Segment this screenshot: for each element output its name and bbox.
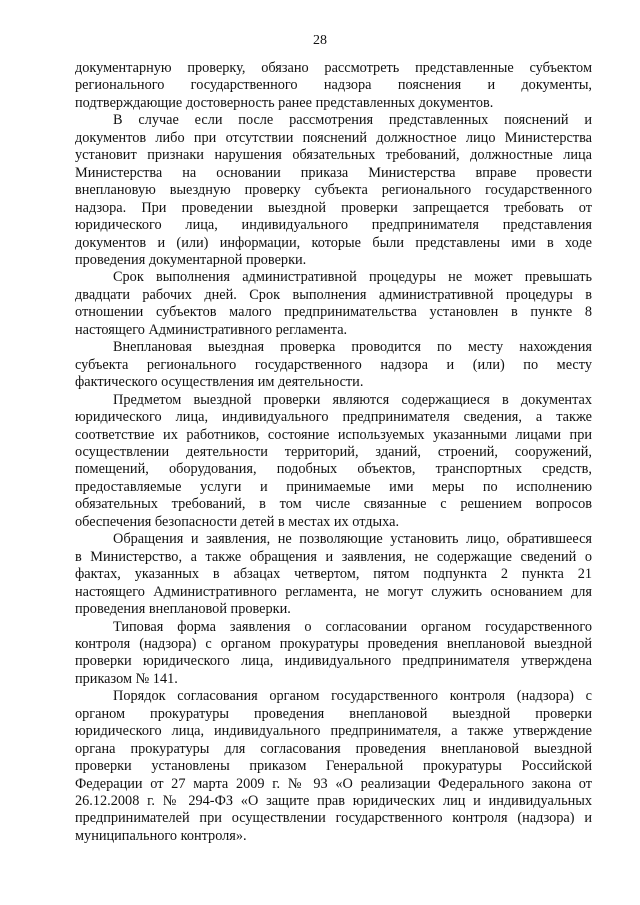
paragraph	[75, 619, 592, 689]
paragraph	[75, 60, 592, 112]
text-line: юридического лица, индивидуального предпринимателя представления	[75, 217, 592, 234]
document-body	[75, 60, 592, 845]
page-number: 28	[313, 33, 327, 48]
text-line: документов либо при отсутствии пояснений должностное лицо Министерства	[75, 129, 592, 146]
text-line: предпринимателей при осуществлении государственного контроля (надзора) и	[75, 810, 592, 827]
text-line: Срок выполнения административной процедуры не может превышать	[113, 269, 592, 286]
text-line: настоящего Административного регламента, не могут служить основанием для	[75, 583, 592, 600]
paragraph	[75, 112, 592, 269]
text-line: документарную проверку, обязано рассмотреть представленные субъектом	[75, 60, 592, 76]
text-line: Федерации от 27 марта 2009 г. № 93 «О реализации Федерального закона от	[75, 775, 592, 792]
text-line: приказом № 141.	[75, 670, 178, 687]
text-line: Порядок согласования органом государственного контроля (надзора) с	[113, 688, 592, 705]
text-line: проведения внеплановой проверки.	[75, 601, 291, 618]
text-line: внеплановую выездную проверку субъекта регионального государственного	[75, 182, 592, 199]
text-line: обеспечения безопасности детей в местах их отдыха.	[75, 513, 400, 530]
text-line: юридического лица, индивидуального предпринимателя, а также утверждение	[75, 723, 592, 740]
text-line: юридического лица, индивидуального предпринимателя сведения, а также	[75, 409, 592, 426]
text-line: Обращения и заявления, не позволяющие установить лицо, обратившееся	[113, 531, 592, 548]
text-line: субъекта регионального государственного надзора и (или) по месту	[75, 356, 592, 373]
paragraph	[75, 269, 592, 339]
text-line: проведения документарной проверки.	[75, 251, 307, 268]
text-line: двадцати рабочих дней. Срок выполнения административной процедуры в	[75, 286, 592, 303]
text-line: Предметом выездной проверки являются содержащиеся в документах	[113, 391, 592, 408]
text-line: Типовая форма заявления о согласовании органом государственного	[113, 618, 592, 635]
text-line: осуществлении деятельности территорий, зданий, строений, сооружений,	[75, 443, 592, 460]
text-line: подтверждающие достоверность ранее представленных документов.	[75, 94, 494, 111]
text-line: настоящего Административного регламента.	[75, 321, 348, 338]
text-line: документов и (или) информации, которые были представлены ими в ходе	[75, 234, 592, 251]
text-line: надзора. При проведении выездной проверки запрещается требовать от	[75, 199, 592, 216]
text-line: предоставляемые услуги и принимаемые ими меры по исполнению	[75, 478, 592, 495]
text-line: контроля (надзора) с органом прокуратуры проведения внеплановой выездной	[75, 635, 592, 652]
text-line: Министерства на основании приказа Министерства вправе провести	[75, 164, 592, 181]
text-line: фактах, указанных в абзацах четвертом, пятом подпункта 2 пункта 21	[75, 566, 592, 583]
text-line: проверки установлены приказом Генеральной прокуратуры Российской	[75, 758, 592, 775]
paragraph	[75, 339, 592, 391]
paragraph	[75, 392, 592, 532]
text-line: Внеплановая выездная проверка проводится по месту нахождения	[113, 339, 592, 356]
text-line: муниципального контроля».	[75, 827, 247, 844]
text-line: 26.12.2008 г. № 294-ФЗ «О защите прав юридических лиц и индивидуальных	[75, 793, 592, 810]
text-line: помещений, оборудования, подобных объектов, транспортных средств,	[75, 461, 592, 478]
text-line: органа прокуратуры для согласования проведения внеплановой выездной	[75, 740, 592, 757]
text-line: фактического осуществления им деятельности.	[75, 374, 364, 391]
paragraph	[75, 688, 592, 845]
text-line: органом прокуратуры проведения внеплановой выездной проверки	[75, 705, 592, 722]
text-line: соответствие их работников, состояние используемых указанными лицами при	[75, 426, 592, 443]
text-line: отношении субъектов малого предпринимательства установлен в пункте 8	[75, 304, 592, 321]
text-line: в Министерство, а также обращения и заявления, не содержащие сведений о	[75, 548, 592, 565]
text-line: регионального государственного надзора пояснения и документы,	[75, 77, 592, 94]
text-line: обязательных требований, в том числе связанные с решением вопросов	[75, 496, 592, 513]
paragraph	[75, 531, 592, 618]
text-line: проверки юридического лица, индивидуального предпринимателя утверждена	[75, 653, 592, 670]
text-line: В случае если после рассмотрения представленных пояснений и	[113, 112, 592, 129]
text-line: установит признаки нарушения обязательных требований, должностные лица	[75, 147, 592, 164]
